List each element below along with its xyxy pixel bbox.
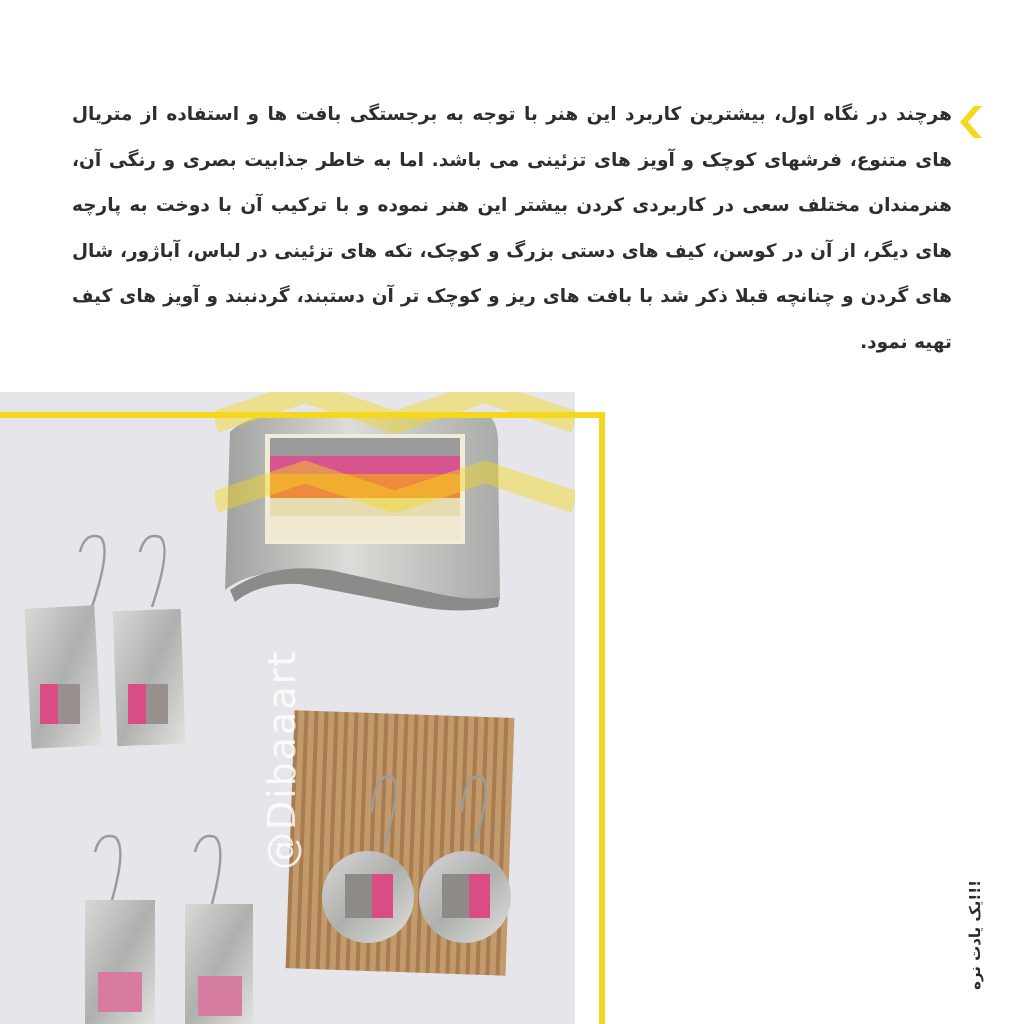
side-tag [940, 860, 1010, 1010]
watermark-text: @Dibaaart [260, 649, 305, 871]
frame-line-top-outer [575, 412, 605, 418]
side-tag-text: !!!یک یادت نره [966, 880, 984, 990]
frame-line-right-outer [599, 412, 605, 1024]
watermark [232, 620, 332, 900]
body-paragraph: هرچند در نگاه اول، بیشترین کاربرد این هنر با توجه به برجستگی بافت ها و استفاده از متریال های متنوع، فرشهای کوچک و آویز های تزئینی می باشد. اما به خاطر جذابیت بصری و رنگی آن، هنرمندان مختلف سعی در کاربردی کردن بیشتر این هنر نموده و با ترکیب آن با دوخت به پارچه های دیگر، از آن در کوسن، کیف های دستی بزرگ و کوچک، تکه های تزئینی در لباس، آباژور، شال های گردن و چنانچه قبلا ذکر شد با بافت های ریز و کوچک تر آن دستبند، گردنبند و آویز های کیف تهیه نمود. [72, 104, 952, 353]
frame-line-top [0, 412, 575, 418]
chevron-left-icon [956, 104, 984, 140]
